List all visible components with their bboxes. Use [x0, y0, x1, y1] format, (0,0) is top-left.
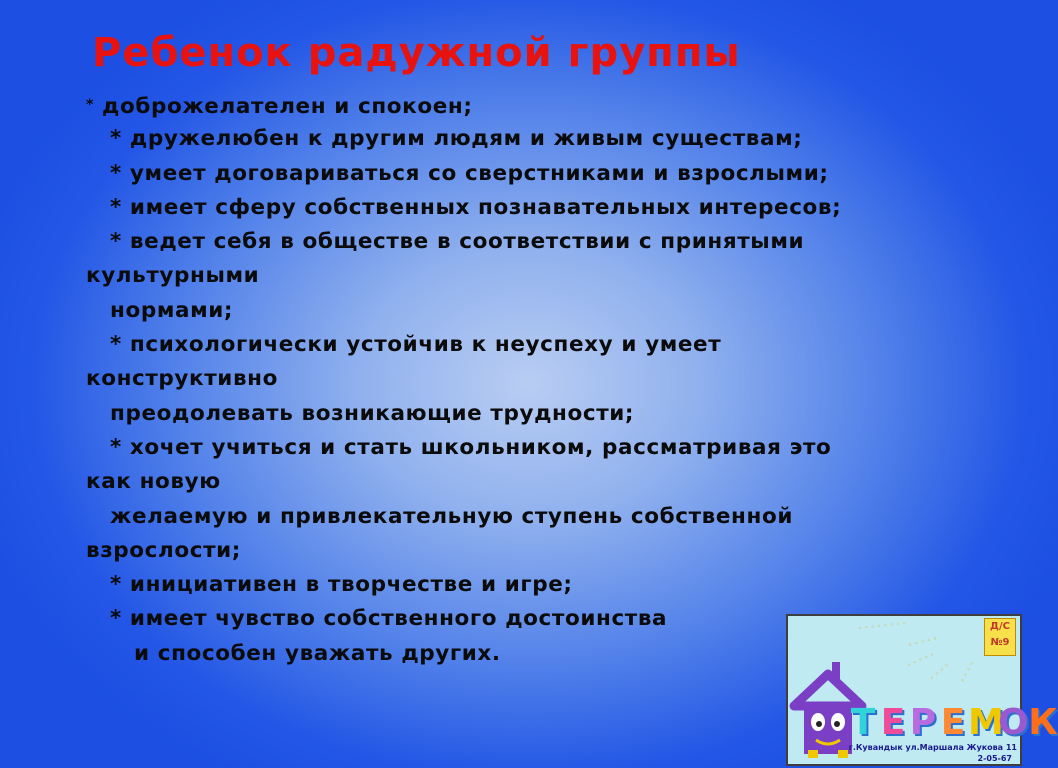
item-text: доброжелателен и спокоен; — [93, 94, 473, 119]
item-text: хочет учиться и стать школьником, рассматривая это — [121, 434, 832, 460]
traits-list — [86, 88, 926, 671]
bullet-star: * — [110, 434, 122, 460]
bullet-star: * — [86, 97, 94, 113]
bullet-star: * — [110, 126, 122, 152]
item-text: и способен уважать других. — [134, 640, 501, 666]
list-item-continuation — [86, 294, 926, 328]
logo-phone: 2-05-67 — [977, 754, 1012, 763]
list-item-continuation — [86, 259, 926, 293]
logo-sign: Д/С №9 — [984, 618, 1016, 656]
list-item-continuation — [86, 534, 926, 568]
item-text: желаемую и привлекательную ступень собственной — [110, 503, 793, 529]
item-text: имеет чувство собственного достоинства — [121, 606, 668, 632]
item-text: инициативен в творчестве и игре; — [121, 572, 573, 598]
bullet-star: * — [110, 572, 122, 598]
item-text: нормами; — [110, 297, 234, 323]
item-text: имеет сферу собственных познавательных интересов; — [121, 194, 842, 220]
list-item — [86, 191, 926, 225]
list-item-continuation — [86, 362, 926, 396]
item-text: ведет себя в обществе в соответствии с принятыми — [121, 229, 805, 255]
list-item-continuation — [86, 397, 926, 431]
item-text: умеет договариваться со сверстниками и взрослыми; — [121, 160, 829, 186]
kindergarten-logo: ◦ ◦ ◦ ◦ ◦ ◦ ◦ ◦ ◦ ◦ ◦ ◦ ◦ ◦ ◦ ◦ ◦ ◦ ◦ ◦ ◦ ◦ ◦ ◦ ◦ ◦ Д/С №9 Т Е Р Е М О К г.Кувандык ул.Маршала Жукова 11 2-05-67 — [786, 614, 1022, 766]
item-text: конструктивно — [86, 366, 278, 392]
item-text: как новую — [86, 469, 221, 495]
slide-title: Ребенок радужной группы — [92, 30, 741, 76]
list-item — [86, 88, 926, 122]
bullet-star: * — [110, 606, 122, 632]
item-text: дружелюбен к другим людям и живым существам; — [121, 126, 803, 152]
item-text: преодолевать возникающие трудности; — [110, 400, 635, 426]
list-item — [86, 157, 926, 191]
item-text: культурными — [86, 263, 260, 289]
bullet-star: * — [110, 229, 122, 255]
item-text: взрослости; — [86, 537, 241, 563]
list-item-continuation — [86, 465, 926, 499]
list-item — [86, 431, 926, 465]
item-text: психологически устойчив к неуспеху и умеет — [121, 332, 722, 358]
bullet-star: * — [110, 194, 122, 220]
list-item-continuation — [86, 500, 926, 534]
list-item — [86, 225, 926, 259]
list-item — [86, 568, 926, 602]
list-item — [86, 122, 926, 156]
bullet-star: * — [110, 160, 122, 186]
list-item — [86, 328, 926, 362]
logo-address: г.Кувандык ул.Маршала Жукова 11 — [848, 743, 1017, 752]
logo-brand-name: Т Е Р Е М О К — [850, 702, 1058, 743]
bullet-star: * — [110, 332, 122, 358]
